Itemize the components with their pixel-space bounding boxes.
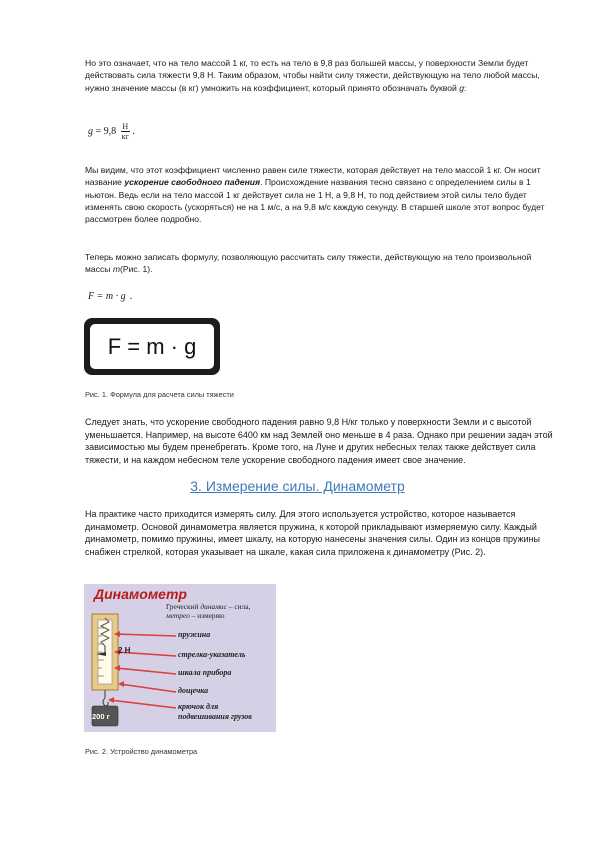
formula-g-fraction (121, 122, 130, 141)
greek-line2: – измеряю (189, 611, 225, 620)
figure2-title: Динамометр (94, 586, 187, 602)
section-heading-link[interactable]: 3. Измерение силы. Динамометр (190, 478, 405, 494)
label-spring: пружина (178, 630, 211, 639)
label-hook: крючок для (178, 702, 219, 711)
paragraph-free-fall-start: Мы видим, что этот коэффициент численно равен силе тяжести, которая действует на тело массой 1 кг. Он носит название (85, 165, 541, 188)
formula-g-eq: = 9,8 (93, 125, 117, 137)
paragraph-formula-intro-start: Теперь можно записать формулу, позволяющую рассчитать силу тяжести, действующую на тело произвольной массы (85, 252, 532, 275)
paragraph-formula-intro (85, 251, 555, 276)
formula-g-lhs: g (88, 125, 93, 137)
paragraph-intro (85, 57, 555, 94)
figure2-caption: Рис. 2. Устройство динамометра (85, 747, 198, 756)
greek-mid: – сила, (226, 602, 251, 611)
paragraph-intro-end: : (464, 82, 467, 93)
formula-f (88, 291, 132, 302)
greek-word1: динамис (200, 602, 227, 611)
weight-label: 200 г (92, 712, 110, 721)
label-hook-2: подвешивания грузов (178, 712, 252, 721)
scale-value-label: 2 Н (118, 646, 131, 655)
formula-g-denominator: кг (121, 132, 129, 141)
figure1-caption: Рис. 1. Формула для расчета силы тяжести (85, 390, 234, 399)
paragraph-dynamometer: На практике часто приходится измерять силу. Для этого используется устройство, которое называется динамометр. Основой динамометра является пружина, к которой прикладывают измеряемую силу. Каждый динамометр, помимо пружины, имеет шкалу, на которую нанесены значения силы. Один из концов пружины снабжен стрелкой, которая указывает на шкале, какая сила приложена к динамометру (Рис. 2). (85, 509, 540, 557)
figure2-greek-note (166, 602, 274, 620)
greek-word2: метрео (166, 611, 190, 620)
section-heading[interactable] (0, 478, 595, 494)
figure1-formula-box (84, 318, 220, 375)
variable-g: g (459, 82, 465, 93)
variable-m: m (112, 264, 121, 275)
paragraph-free-fall (85, 164, 555, 225)
formula-g-end: . (132, 125, 135, 137)
figure2-dynamometer (84, 584, 276, 732)
paragraph-gravity-varies: Следует знать, что ускорение свободного падения равно 9,8 Н/кг только у поверхности Земли и с высотой уменьшается. Например, на высоте 6400 км над Землей оно меньше в 4 раза. Однако при решении задач этой зависимостью мы будем пренебрегать. Кроме того, на Луне и других небесных телах также действует сила тяжести, и на каждом небесном теле ускорение свободного падения имеет свое значение. (85, 417, 553, 465)
paragraph-intro-text: Но это означает, что на тело массой 1 кг, то есть на тело в 9,8 раз большей массы, у поверхности Земли будет действовать сила тяжести 9,8 Н. Таким образом, чтобы найти силу тяжести, действующую на тело любой массы, нужно значение массы (в кг) умножить на коэффициент, который принято обозначать буквой (85, 58, 540, 93)
label-pointer: стрелка-указатель (178, 650, 246, 659)
paragraph-free-fall-end: . Происхождение названия тесно связано с определением силы в 1 ньютон. Ведь если на тело массой 1 кг действует сила не 1 Н, а 9,8 Н, то под действием этой силы тело будет изменять свою скорость (ускоряться) не на 1 м/с, а на 9,8 м/с каждую секунду. В старшей школе этот вопрос будет рассмотрен более подробно. (85, 177, 545, 225)
formula-f-end: . (129, 291, 133, 302)
term-free-fall: ускорение свободного падения (124, 177, 261, 188)
label-scale: шкала прибора (178, 668, 232, 677)
greek-line1: Греческий (166, 602, 201, 611)
hook-shape (103, 698, 108, 706)
label-board: дощечка (178, 686, 209, 695)
paragraph-formula-intro-end: (Рис. 1). (120, 264, 153, 275)
figure1-formula-text: F = m · g (90, 324, 214, 369)
formula-f-text: F = m · g (88, 291, 126, 302)
formula-g-numerator: Н (122, 122, 129, 131)
formula-g (88, 122, 135, 141)
